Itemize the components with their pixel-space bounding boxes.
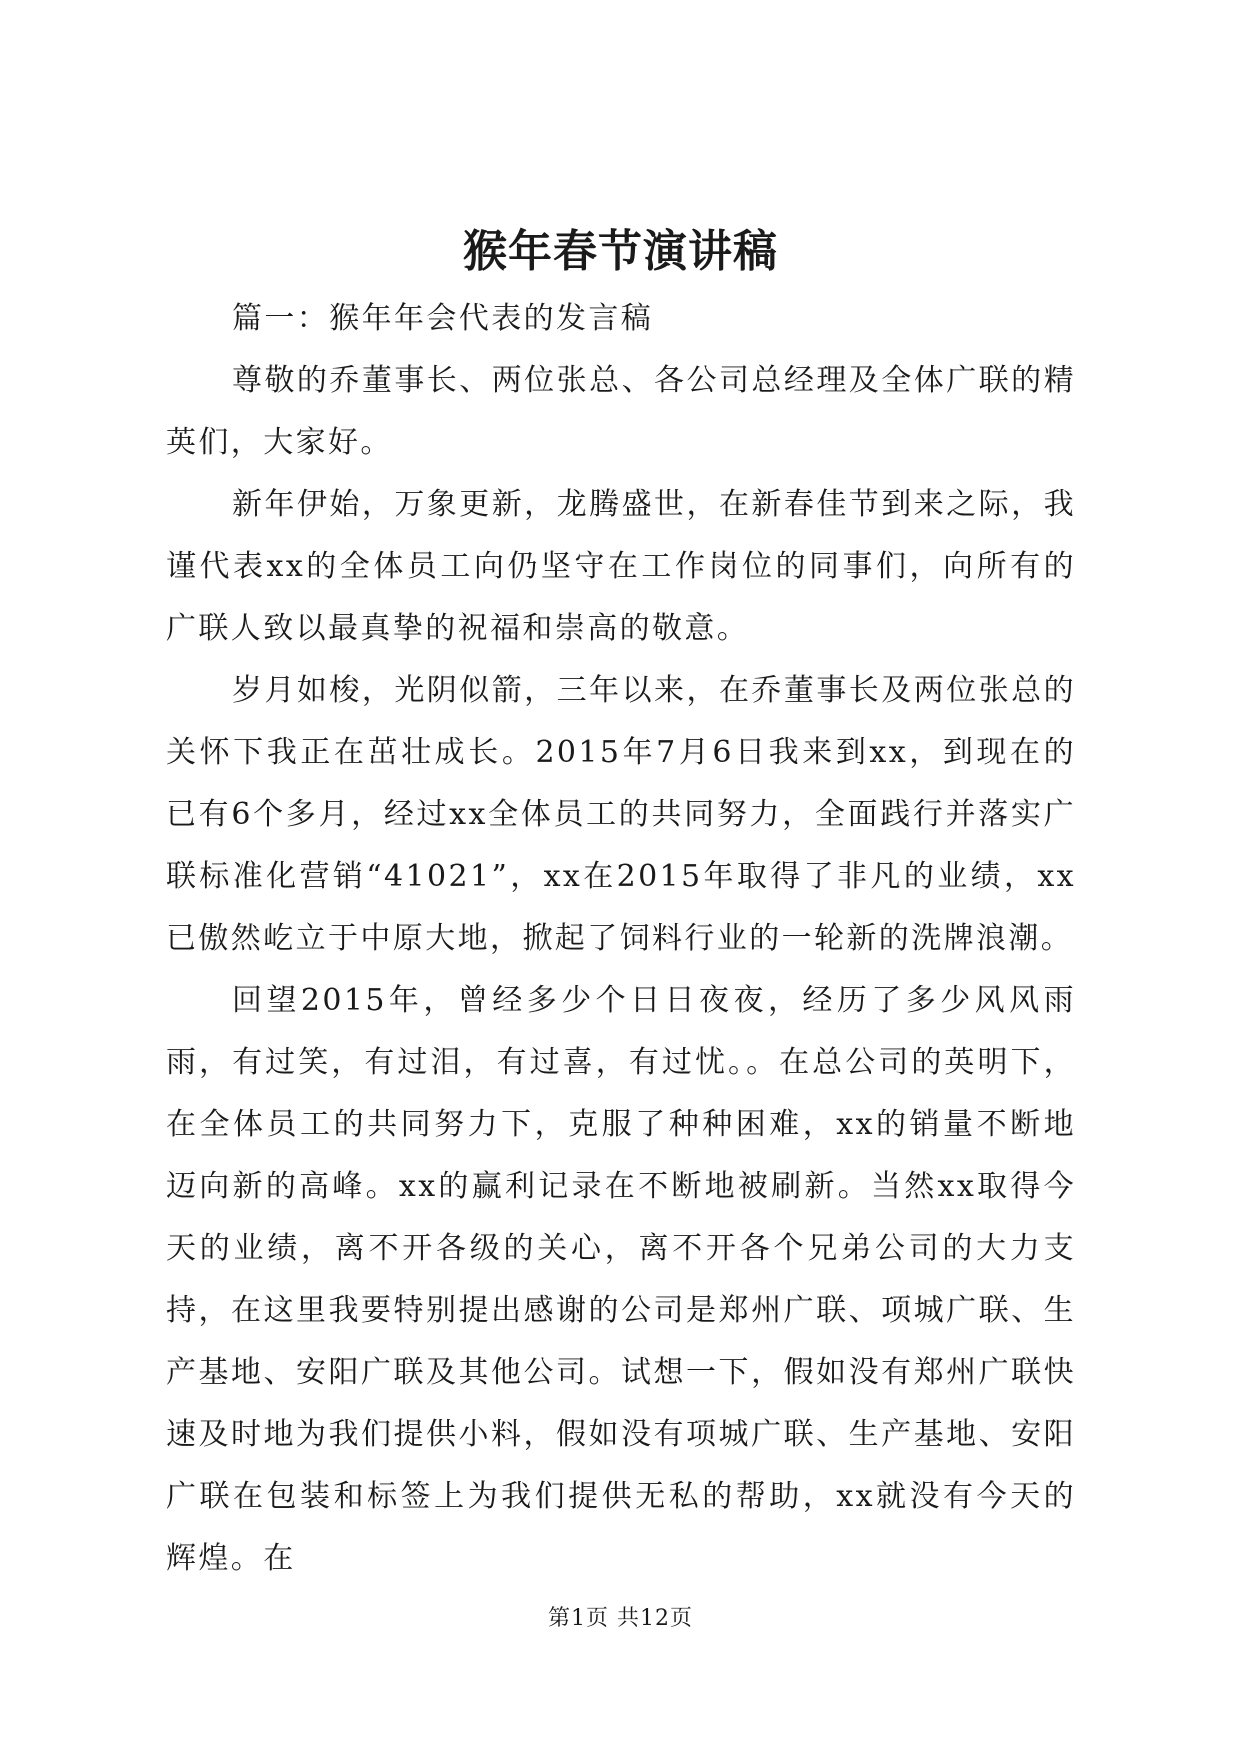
section-heading: 篇一：猴年年会代表的发言稿 — [232, 301, 654, 336]
paragraph-time-flies: 岁月如梭，光阴似箭，三年以来，在乔董事长及两位张总的关怀下我正在茁壮成长。2015年7月6日我来到xx，到现在的已有6个多月，经过xx全体员工的共同努力，全面践行并落实广联标准化营销“41021”，xx在2015年取得了非凡的业绩，xx已傲然屹立于中原大地，掀起了饲料行业的一轮新的洗牌浪潮。 — [166, 673, 1076, 956]
paragraph-greeting: 尊敬的乔董事长、两位张总、各公司总经理及全体广联的精英们，大家好。 — [166, 363, 1076, 460]
page-number-footer: 第1页 共12页 — [548, 1606, 693, 1631]
document-body — [166, 288, 1076, 1590]
paragraph-review-2015: 回望2015年，曾经多少个日日夜夜，经历了多少风风雨雨，有过笑，有过泪，有过喜，有过忧。。在总公司的英明下，在全体员工的共同努力下，克服了种种困难，xx的销量不断地迈向新的高峰。xx的赢利记录在不断地被刷新。当然xx取得今天的业绩，离不开各级的关心，离不开各个兄弟公司的大力支持，在这里我要特别提出感谢的公司是郑州广联、项城广联、生产基地、安阳广联及其他公司。试想一下，假如没有郑州广联快速及时地为我们提供小料，假如没有项城广联、生产基地、安阳广联在包装和标签上为我们提供无私的帮助，xx就没有今天的辉煌。在 — [166, 983, 1076, 1576]
paragraph-new-year: 新年伊始，万象更新，龙腾盛世，在新春佳节到来之际，我谨代表xx的全体员工向仍坚守在工作岗位的同事们，向所有的广联人致以最真挚的祝福和崇高的敬意。 — [166, 487, 1076, 646]
document-title: 猴年春节演讲稿 — [463, 226, 778, 277]
